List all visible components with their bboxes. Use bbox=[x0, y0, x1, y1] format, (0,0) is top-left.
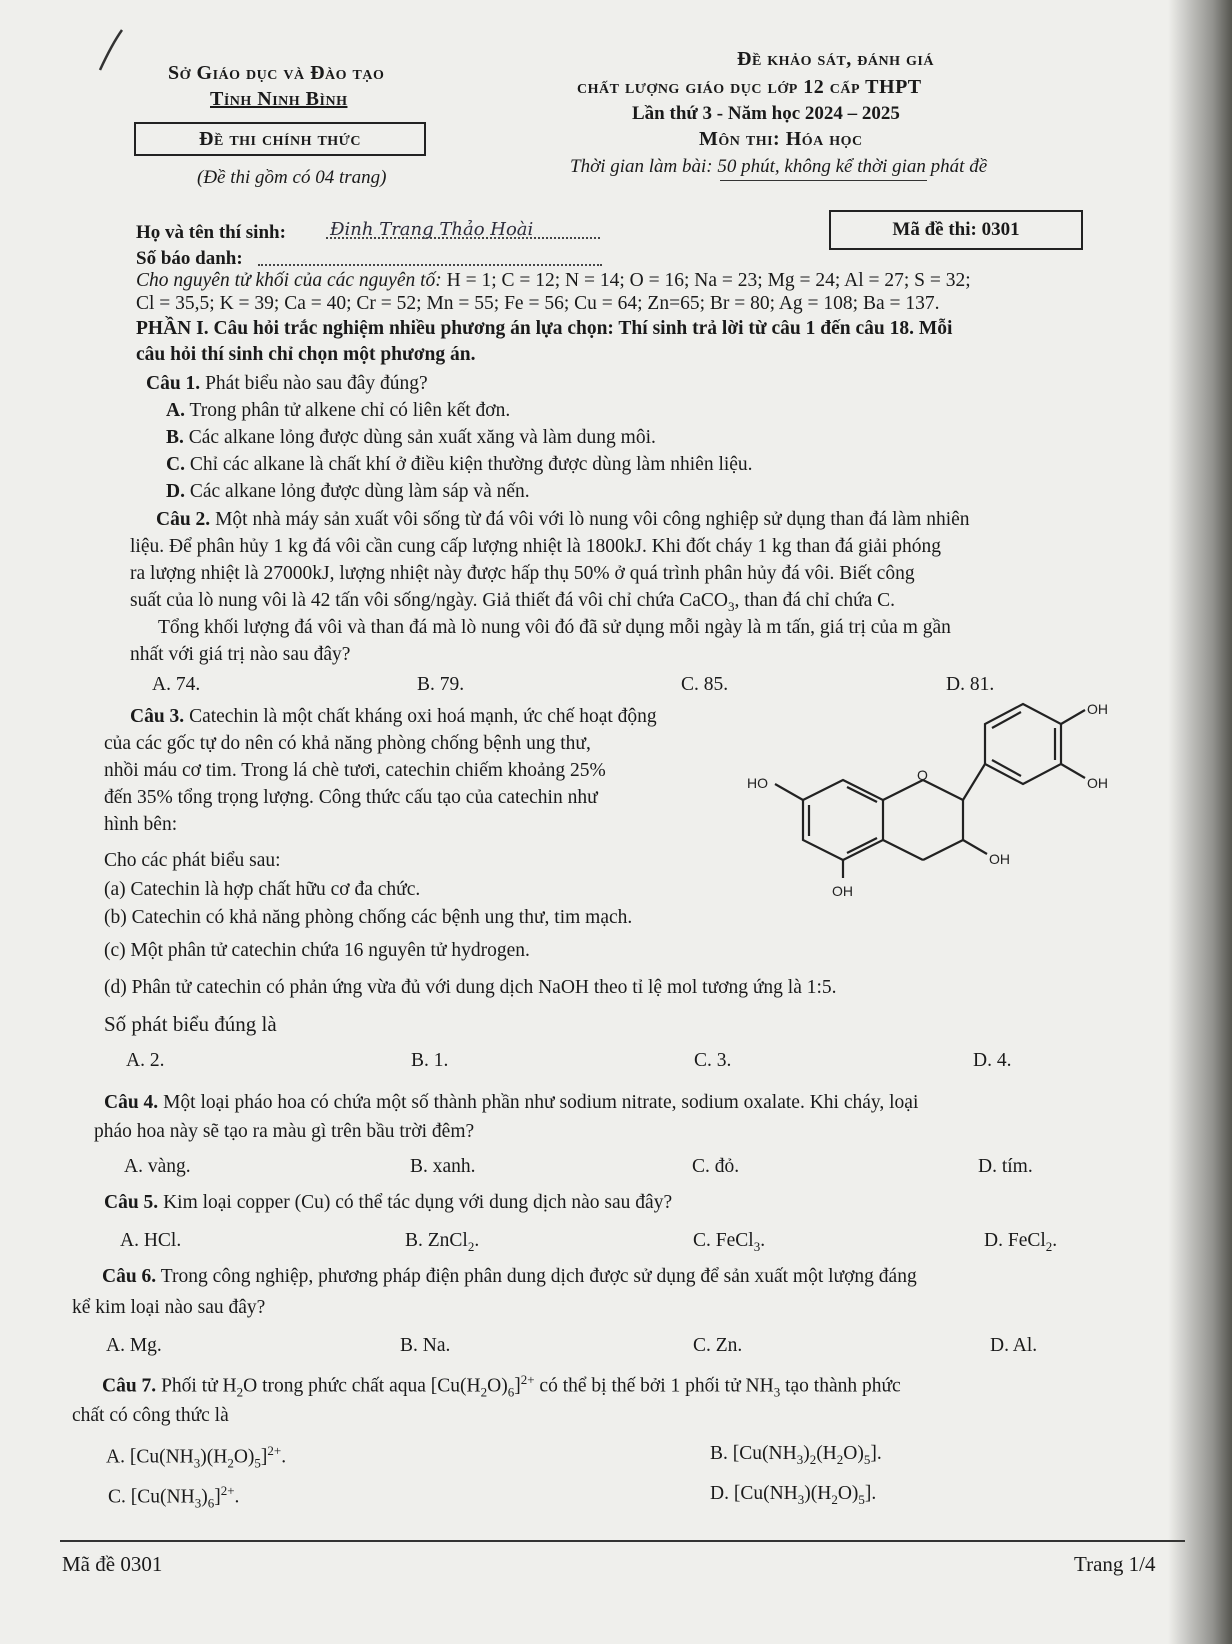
q3-question: Số phát biểu đúng là bbox=[104, 1012, 277, 1036]
atomic-masses-line1: Cho nguyên tử khối của các nguyên tố: H = 1; C = 12; N = 14; O = 16; Na = 23; Mg = 24; Al = 27; S = 32; bbox=[136, 270, 971, 291]
label-oh-top: OH bbox=[1087, 701, 1108, 717]
q4-option-b: B. xanh. bbox=[410, 1156, 476, 1177]
part1-instructions-line2: câu hỏi thí sinh chỉ chọn một phương án. bbox=[136, 344, 476, 365]
bond-c-o bbox=[883, 780, 923, 800]
bond-oh-ring bbox=[963, 840, 987, 854]
q3-line4: đến 35% tổng trọng lượng. Công thức cấu tạo của catechin như bbox=[104, 787, 598, 808]
q3-statement-d: (d) Phân tử catechin có phản ứng vừa đủ với dung dịch NaOH theo tỉ lệ mol tương ứng là 1:5. bbox=[104, 977, 837, 998]
q2-option-a: A. 74. bbox=[152, 674, 201, 695]
bond-ho-left bbox=[775, 784, 803, 800]
q7-option-d: D. $[Cu(NH_3)(H_2O)_5]$. bbox=[710, 1483, 877, 1507]
q4-line2: pháo hoa này sẽ tạo ra màu gì trên bầu trời đêm? bbox=[94, 1121, 475, 1142]
q4-line1: Câu 4. Một loại pháo hoa có chứa một số thành phần như sodium nitrate, sodium oxalate. Khi cháy, loại bbox=[104, 1092, 919, 1113]
label-o-ring: O bbox=[917, 767, 928, 783]
q2-option-c: C. 85. bbox=[681, 674, 729, 695]
q2-option-d: D. 81. bbox=[946, 674, 995, 695]
header-subject: Môn thi: Hóa học bbox=[699, 128, 863, 150]
ring-b-double-3 bbox=[992, 760, 1021, 776]
bond-c4-ring bbox=[883, 840, 923, 860]
q2-option-b: B. 79. bbox=[417, 674, 465, 695]
header-exam-subtitle: chất lượng giáo dục lớp 12 cấp THPT bbox=[577, 76, 922, 98]
pages-note: (Đề thi gồm có 04 trang) bbox=[197, 167, 387, 188]
ring-a bbox=[803, 780, 883, 860]
q3-option-b: B. 1. bbox=[411, 1050, 449, 1071]
q3-option-d: D. 4. bbox=[973, 1050, 1012, 1071]
q2-line4: suất của lò nung vôi là 42 tấn vôi sống/ngày. Giả thiết đá vôi chỉ chứa CaCO$_3$, than đá chỉ chứa C. bbox=[130, 590, 896, 614]
q1-option-a: A. Trong phân tử alkene chỉ có liên kết đơn. bbox=[166, 400, 511, 421]
q3-line3: nhồi máu cơ tim. Trong lá chè tươi, catechin chiếm khoảng 25% bbox=[104, 760, 606, 781]
q7-option-c: C. $[Cu(NH_3)_6]^{2+}$. bbox=[108, 1483, 240, 1511]
q6-option-d: D. Al. bbox=[990, 1335, 1038, 1356]
q1-option-d: D. Các alkane lỏng được dùng làm sáp và nến. bbox=[166, 481, 530, 502]
catechin-structure bbox=[735, 700, 1135, 920]
q3-statement-a: (a) Catechin là hợp chất hữu cơ đa chức. bbox=[104, 879, 421, 900]
q3-line6: Cho các phát biểu sau: bbox=[104, 850, 281, 871]
q2-line3: ra lượng nhiệt là 27000kJ, lượng nhiệt này được hấp thụ 50% ở quá trình phân hủy đá vôi. Biết công bbox=[130, 563, 915, 584]
q2-line2: liệu. Để phân hủy 1 kg đá vôi cần cung cấp lượng nhiệt là 1800kJ. Khi đốt cháy 1 kg than đá giải phóng bbox=[130, 536, 942, 557]
header-department: Sở Giáo dục và Đào tạo bbox=[168, 62, 385, 84]
q7-line1: Câu 7. Phối tử $H_2O$ trong phức chất aqua $[Cu(H_2O)_6]^{2+}$ có thể bị thế bởi 1 phối tử $NH_3$ tạo thành phức bbox=[102, 1372, 901, 1400]
q4-option-c: C. đỏ. bbox=[692, 1156, 740, 1177]
q7-option-a: A. $[Cu(NH_3)(H_2O)_5]^{2+}$. bbox=[106, 1443, 287, 1471]
q6-option-b: B. Na. bbox=[400, 1335, 451, 1356]
q1-stem: Câu 1. Phát biểu nào sau đây đúng? bbox=[146, 373, 428, 394]
label-oh-right: OH bbox=[1087, 775, 1108, 791]
q2-line6: nhất với giá trị nào sau đây? bbox=[130, 644, 351, 665]
bond-o-c2 bbox=[923, 780, 963, 800]
name-dotted-line bbox=[326, 237, 600, 239]
official-label: Đề thi chính thức bbox=[134, 122, 426, 156]
footer-rule bbox=[60, 1540, 1185, 1542]
q2-line5: Tổng khối lượng đá vôi và than đá mà lò nung vôi đó đã sử dụng mỗi ngày là m tấn, giá trị của m gần bbox=[158, 617, 951, 638]
catechin-bonds bbox=[775, 704, 1085, 878]
q3-line5: hình bên: bbox=[104, 814, 178, 835]
q5-option-b: B. ZnCl$_2$. bbox=[405, 1230, 480, 1254]
q5-stem: Câu 5. Kim loại copper (Cu) có thể tác dụng với dung dịch nào sau đây? bbox=[104, 1192, 673, 1213]
pen-stroke bbox=[100, 30, 122, 70]
q4-option-d: D. tím. bbox=[978, 1156, 1033, 1177]
part1-instructions-line1: PHẦN I. Câu hỏi trắc nghiệm nhiều phương án lựa chọn: Thí sinh trả lời từ câu 1 đến câu 18. Mỗi bbox=[136, 318, 953, 339]
bond-c3-c4 bbox=[923, 840, 963, 860]
q5-option-c: C. FeCl$_3$. bbox=[693, 1230, 766, 1254]
q7-line2: chất có công thức là bbox=[72, 1405, 229, 1426]
q5-option-d: D. FeCl$_2$. bbox=[984, 1230, 1058, 1254]
q3-line1: Câu 3. Catechin là một chất kháng oxi hoá mạnh, ức chế hoạt động bbox=[130, 706, 657, 727]
footer-page-number: Trang 1/4 bbox=[1074, 1552, 1156, 1576]
label-oh-ring: OH bbox=[989, 851, 1010, 867]
q5-option-a: A. HCl. bbox=[120, 1230, 182, 1251]
header-round: Lần thứ 3 - Năm học 2024 – 2025 bbox=[632, 103, 900, 124]
q2-line1: Câu 2. Một nhà máy sản xuất vôi sống từ đá vôi với lò nung vôi công nghiệp sử dụng than đá làm nhiên bbox=[156, 509, 970, 530]
q6-option-c: C. Zn. bbox=[693, 1335, 743, 1356]
sbd-dotted-line bbox=[258, 264, 602, 266]
q3-line2: của các gốc tự do nên có khả năng phòng chống bệnh ung thư, bbox=[104, 733, 591, 754]
atomic-masses-line2: Cl = 35,5; K = 39; Ca = 40; Cr = 52; Mn = 55; Fe = 56; Cu = 64; Zn=65; Br = 80; Ag = 108; Ba = 137. bbox=[136, 293, 940, 314]
bond-c2-ring-b bbox=[963, 764, 985, 800]
label-ho-left: HO bbox=[747, 775, 768, 791]
header-province: Tỉnh Ninh Bình bbox=[210, 88, 348, 110]
pen-mark bbox=[92, 26, 132, 76]
q6-line1: Câu 6. Trong công nghiệp, phương pháp điện phân dung dịch được sử dụng để sản xuất một lượng đáng bbox=[102, 1266, 917, 1287]
time-underline bbox=[720, 180, 927, 181]
q4-option-a: A. vàng. bbox=[124, 1156, 191, 1177]
q3-statement-b: (b) Catechin có khả năng phòng chống các bệnh ung thư, tim mạch. bbox=[104, 907, 633, 928]
q3-option-a: A. 2. bbox=[126, 1050, 165, 1071]
name-label: Họ và tên thí sinh: bbox=[136, 222, 286, 243]
sbd-label: Số báo danh: bbox=[136, 248, 243, 269]
ring-b bbox=[985, 704, 1061, 784]
ring-b-double-1 bbox=[992, 712, 1021, 728]
q3-option-c: C. 3. bbox=[694, 1050, 732, 1071]
q6-line2: kể kim loại nào sau đây? bbox=[72, 1297, 266, 1318]
q3-statement-c: (c) Một phân tử catechin chứa 16 nguyên tử hydrogen. bbox=[104, 940, 530, 961]
page-edge-shadow bbox=[1168, 0, 1232, 1644]
bond-oh-right bbox=[1061, 764, 1085, 778]
label-oh-bottom: OH bbox=[832, 883, 853, 899]
bond-oh-top bbox=[1061, 710, 1085, 724]
q1-option-c: C. Chỉ các alkane là chất khí ở điều kiện thường được dùng làm nhiên liệu. bbox=[166, 454, 753, 475]
q1-option-b: B. Các alkane lỏng được dùng sản xuất xăng và làm dung môi. bbox=[166, 427, 656, 448]
time-note: Thời gian làm bài: 50 phút, không kể thời gian phát đề bbox=[570, 156, 988, 177]
name-handwritten: Đinh Trang Thảo Hoài bbox=[330, 219, 534, 240]
header-exam-title: Đề khảo sát, đánh giá bbox=[737, 48, 934, 70]
footer-exam-code: Mã đề 0301 bbox=[62, 1552, 163, 1576]
q6-option-a: A. Mg. bbox=[106, 1335, 162, 1356]
q7-option-b: B. $[Cu(NH_3)_2(H_2O)_5]$. bbox=[710, 1443, 882, 1467]
exam-code-box: Mã đề thi: 0301 bbox=[829, 210, 1083, 250]
